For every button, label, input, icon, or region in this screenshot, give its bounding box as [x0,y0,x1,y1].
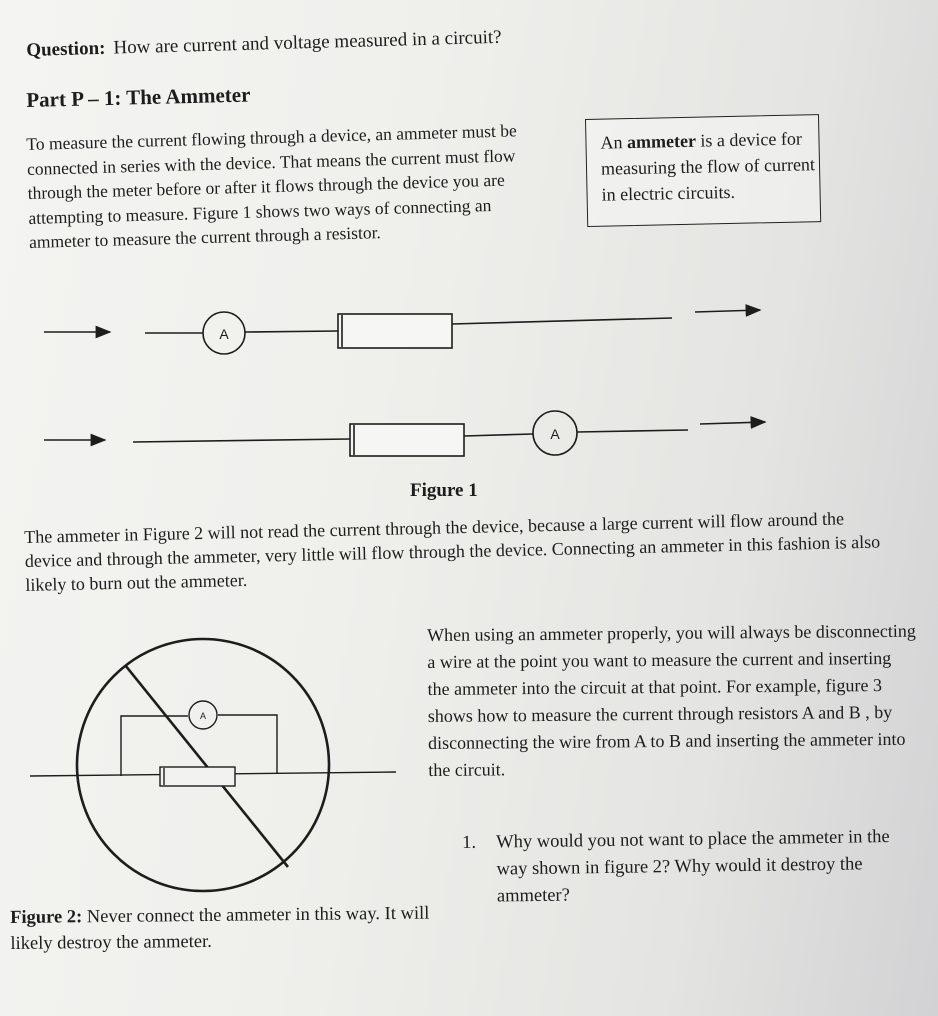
question-item [462,824,923,911]
figure2-caption [10,901,431,957]
wire-bottom-right [577,430,688,432]
figure2-diagram [30,639,396,891]
current-arrow-out-bottom [700,422,765,424]
ammeter-letter-top: A [219,326,229,342]
prohibition-slash [125,665,288,867]
figure2-caption-text: Never connect the ammeter in this way. It will likely destroy the ammeter. [10,903,430,954]
proper-usage-paragraph: When using an ammeter properly, you will always be disconnecting a wire at the point you want to measure the current and inserting the ammeter into the circuit at that point. For example, figure 3 shows how to measure the current through resistors A and B , by disconnecting the wire from A to B and inserting the ammeter into the circuit. [427,620,916,780]
wire-top-mid [245,331,338,332]
question-label: Question: [26,37,106,61]
wire-top-right [452,318,672,324]
question-text: How are current and voltage measured in a circuit? [113,26,502,59]
wire-bottom-left [133,439,350,442]
intro-paragraph: To measure the current flowing through a device, an ammeter must be connected in series with the device. That means the current must flow through the meter before or after it flows through the device you are attempting to measure. Figure 1 shows two ways of connecting an ammeter to measure the current through a resistor. [26,120,517,252]
figure1-circuit-bottom [44,411,765,456]
question-body: Why would you not want to place the ammeter in the way shown in figure 2? Why would it destroy the ammeter? [496,827,890,907]
figure1-caption: Figure 1 [410,480,478,501]
prohibition-circle [77,639,329,891]
resistor-fig2 [160,767,235,786]
ammeter-letter-bottom: A [550,426,560,442]
figure2-caption-label: Figure 2: [10,907,83,928]
part-title: Part P – 1: The Ammeter [26,82,251,112]
definition-term: ammeter [626,130,697,153]
figure1-circuit-top [44,310,760,354]
current-arrow-out-top [695,310,760,312]
definition-suffix: is a device for measuring the flow of current in electric circuits. [600,128,816,205]
wire-bottom-mid [464,434,533,436]
ammeter-letter-fig2: A [199,711,207,721]
definition-prefix: An [600,132,628,153]
figure2-explanation: The ammeter in Figure 2 will not read the current through the device, because a large current will flow around the device and through the ammeter, very little will flow through the device. Connecting an ammeter in this fashion is also likely to burn out the ammeter. [24,508,881,595]
resistor-top [338,314,452,348]
resistor-bottom [350,424,464,456]
question-number: 1. [462,832,477,853]
bypass-wire-right [218,715,277,773]
